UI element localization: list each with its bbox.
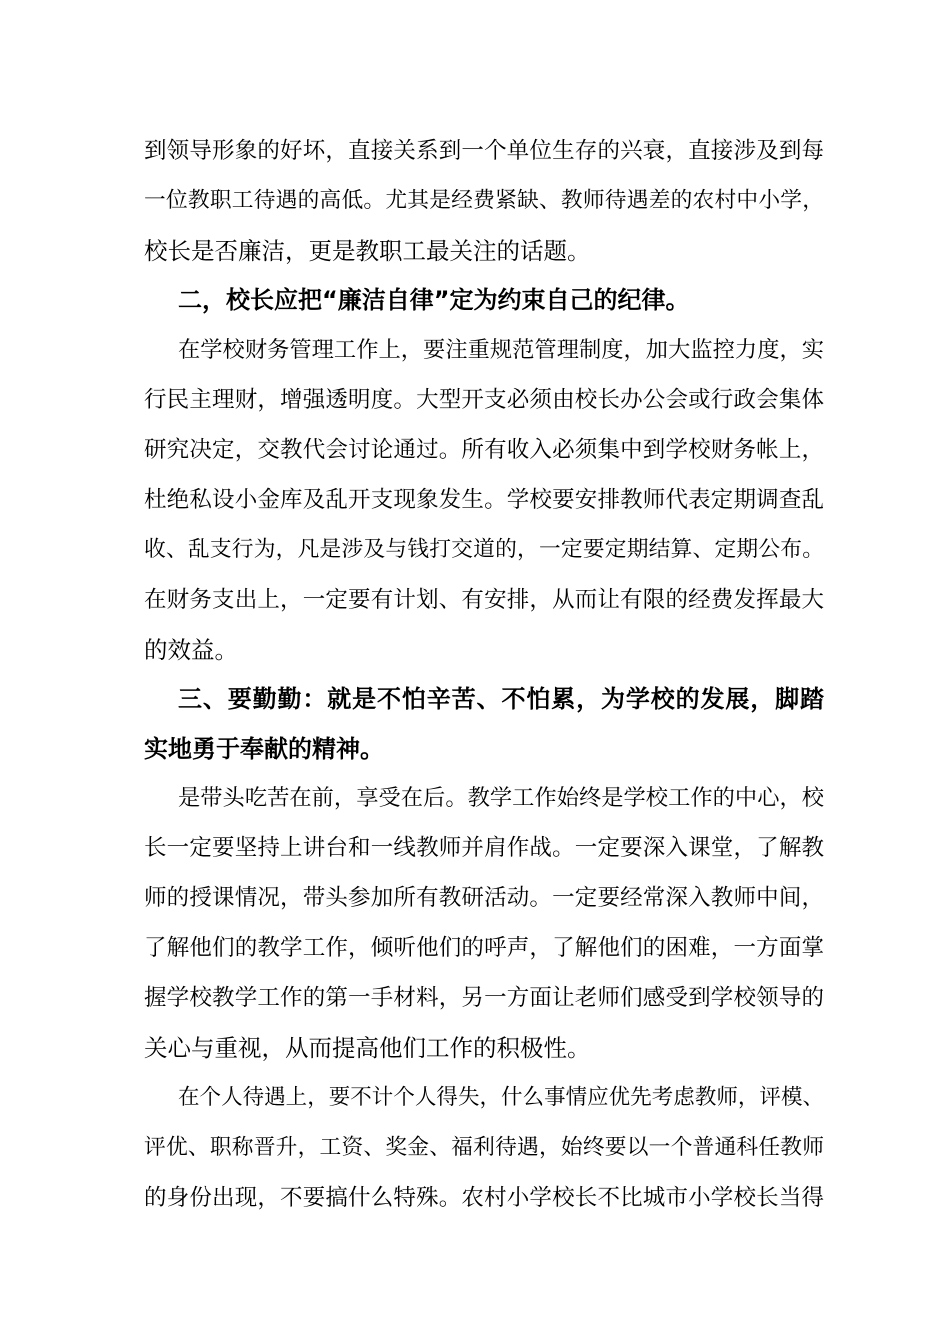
text-line: 师的授课情况，带头参加所有教研活动。一定要经常深入教师中间， [144, 885, 824, 911]
text-line: 长一定要坚持上讲台和一线教师并肩作战。一定要深入课堂，了解教 [144, 835, 824, 861]
text-line: 到领导形象的好坏，直接关系到一个单位生存的兴衰，直接涉及到每 [144, 138, 824, 164]
text-line: 研究决定，交教代会讨论通过。所有收入必须集中到学校财务帐上， [144, 437, 824, 463]
text-line: 校长是否廉洁，更是教职工最关注的话题。 [144, 237, 591, 265]
text-line: 了解他们的教学工作，倾听他们的呼声，了解他们的困难，一方面掌 [144, 935, 824, 961]
text-line: 评优、职称晋升，工资、奖金、福利待遇，始终要以一个普通科任教师 [144, 1135, 824, 1160]
text-line: 杜绝私设小金库及乱开支现象发生。学校要安排教师代表定期调查乱 [144, 487, 824, 513]
section-heading: 实地勇于奉献的精神。 [144, 735, 384, 763]
section-heading: 三、要勤勤：就是不怕辛苦、不怕累，为学校的发展，脚踏 [178, 685, 824, 713]
text-line: 在学校财务管理工作上，要注重规范管理制度，加大监控力度，实 [178, 337, 824, 363]
text-line: 在个人待遇上，要不计个人得失，什么事情应优先考虑教师，评模、 [178, 1085, 824, 1110]
text-line: 在财务支出上，一定要有计划、有安排，从而让有限的经费发挥最大 [144, 587, 824, 613]
text-line: 一位教职工待遇的高低。尤其是经费紧缺、教师待遇差的农村中小学， [144, 188, 824, 213]
text-line: 的效益。 [144, 636, 238, 664]
text-line: 行民主理财，增强透明度。大型开支必须由校长办公会或行政会集体 [144, 387, 824, 413]
section-heading: 二，校长应把“廉洁自律”定为约束自己的纪律。 [178, 286, 690, 314]
text-line: 是带头吃苦在前，享受在后。教学工作始终是学校工作的中心，校 [178, 785, 824, 811]
text-line: 关心与重视，从而提高他们工作的积极性。 [144, 1034, 591, 1062]
text-line: 握学校教学工作的第一手材料，另一方面让老师们感受到学校领导的 [144, 985, 824, 1011]
text-line: 的身份出现，不要搞什么特殊。农村小学校长不比城市小学校长当得 [144, 1185, 824, 1211]
text-line: 收、乱支行为，凡是涉及与钱打交道的，一定要定期结算、定期公布。 [144, 537, 824, 562]
